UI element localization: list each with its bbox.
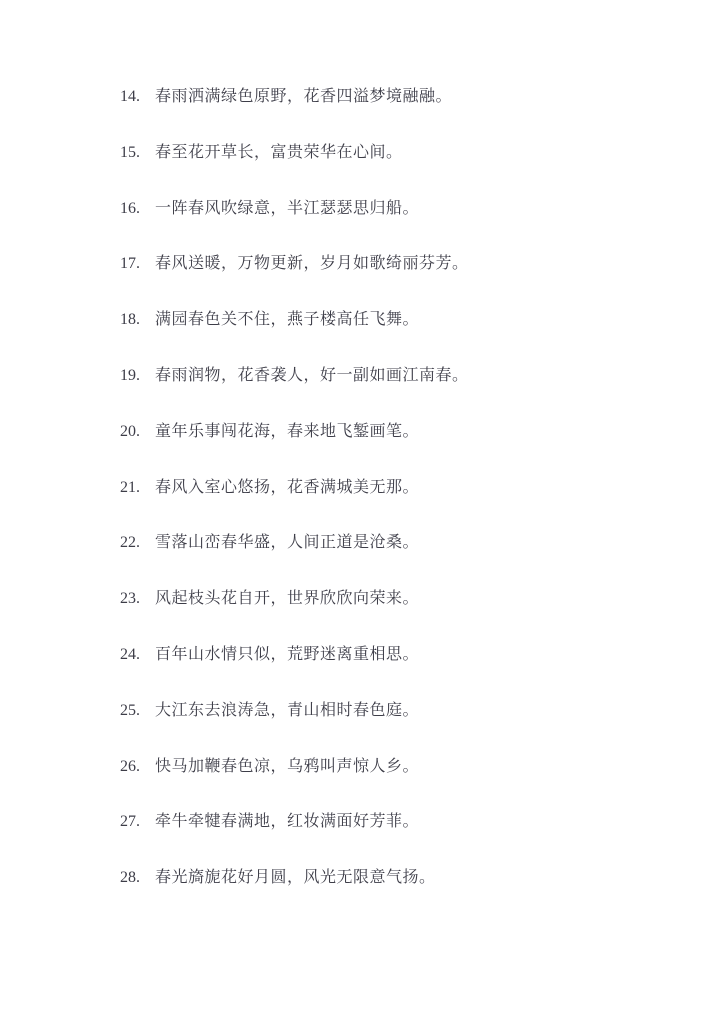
item-number: 26. [120,757,140,775]
item-number: 21. [120,478,140,496]
item-text: 春至花开草长，富贵荣华在心间。 [155,143,403,161]
item-number: 22. [120,534,140,552]
item-text: 风起枝头花自开，世界欣欣向荣来。 [155,590,420,608]
list-item [120,646,660,663]
list-item [120,88,660,105]
list-item [120,590,660,607]
list-item [120,255,660,272]
item-text: 童年乐事闯花海，春来地飞錾画笔。 [155,422,420,440]
item-text: 春风入室心悠扬，花香满城美无那。 [155,478,420,496]
list-item [120,200,660,217]
item-text: 春雨洒满绿色原野，花香四溢梦境融融。 [155,88,453,105]
item-number: 20. [120,422,140,440]
item-number: 27. [120,813,140,831]
item-number: 23. [120,590,140,608]
item-number: 14. [120,88,140,105]
item-number: 19. [120,366,140,384]
item-text: 春风送暖，万物更新，岁月如歌绮丽芬芳。 [155,255,469,273]
item-text: 雪落山峦春华盛，人间正道是沧桑。 [155,534,420,552]
item-text: 一阵春风吹绿意，半江瑟瑟思归船。 [155,199,420,217]
list-item [120,869,660,886]
item-text: 大江东去浪涛急，青山相时春色庭。 [155,701,420,719]
list-item [120,534,660,551]
item-number: 24. [120,645,140,663]
list-item [120,702,660,719]
item-text: 春雨润物，花香袭人，好一副如画江南春。 [155,366,469,384]
list-item [120,144,660,161]
item-text: 春光旖旎花好月圆，风光无限意气扬。 [155,869,436,887]
item-text: 牵牛牵犍春满地，红妆满面好芳菲。 [155,813,420,831]
numbered-list [120,88,660,925]
item-text: 满园春色关不住，燕子楼高任飞舞。 [155,311,420,329]
item-number: 18. [120,311,140,329]
list-item [120,311,660,328]
item-number: 15. [120,143,140,161]
list-item [120,813,660,830]
list-item [120,758,660,775]
item-number: 28. [120,869,140,887]
item-number: 16. [120,199,140,217]
list-item [120,479,660,496]
item-number: 25. [120,701,140,719]
item-text: 快马加鞭春色凉，乌鸦叫声惊人乡。 [155,757,420,775]
item-text: 百年山水情只似，荒野迷离重相思。 [155,645,420,663]
list-item [120,423,660,440]
item-number: 17. [120,255,140,273]
list-item [120,367,660,384]
